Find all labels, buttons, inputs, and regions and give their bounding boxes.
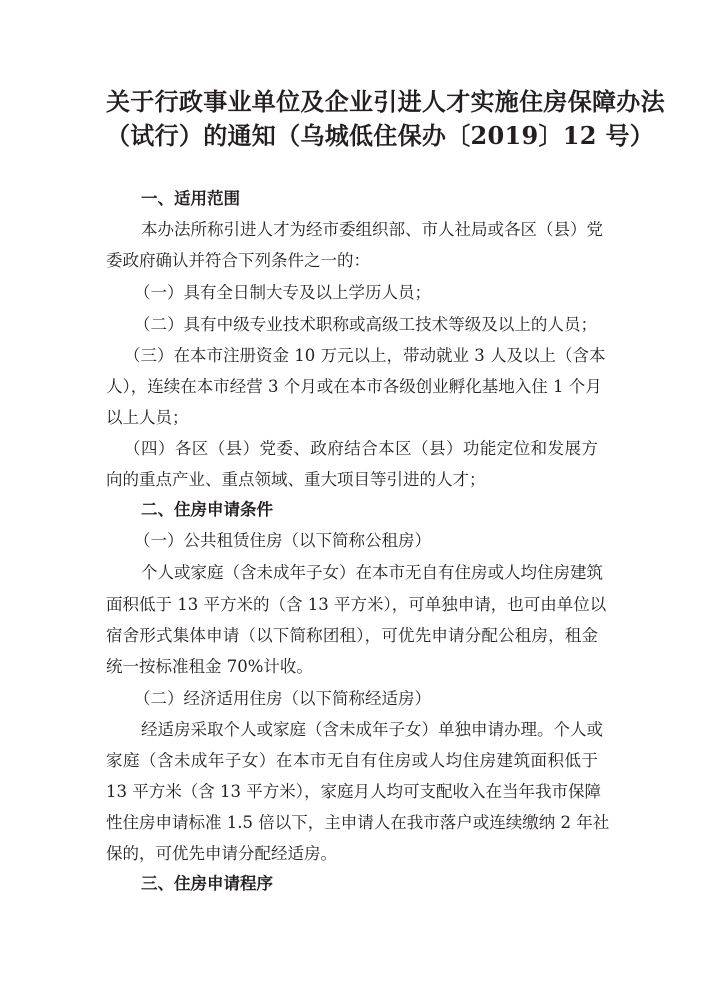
affordable-housing-para-line: 13 平方米（含 13 平方米），家庭月人均可支配收入在当年我市保障	[106, 782, 601, 801]
public-rental-para-line: 面积低于 13 平方米的（含 13 平方米），可单独申请，也可由单位以	[106, 595, 607, 614]
section-2-heading: 二、住房申请条件	[141, 500, 273, 519]
public-rental-para-line: 个人或家庭（含未成年子女）在本市无自有住房或人均住房建筑	[141, 563, 603, 582]
section-1-para-line: 本办法所称引进人才为经市委组织部、市人社局或各区（县）党	[141, 220, 603, 239]
affordable-housing-para-line: 经适房采取个人或家庭（含未成年子女）单独申请办理。个人或	[141, 720, 603, 739]
subsection-public-rental-heading: （一）公共租赁住房（以下简称公租房）	[134, 531, 431, 550]
condition-item-3-line: 人），连续在本市经营 3 个月或在本市各级创业孵化基地入住 1 个月	[106, 377, 602, 396]
condition-item-3-line: （三）在本市注册资金 10 万元以上，带动就业 3 人及以上（含本	[124, 346, 606, 365]
condition-item-4-line: 向的重点产业、重点领域、重大项目等引进的人才；	[106, 470, 486, 489]
affordable-housing-para-line: 家庭（含未成年子女）在本市无自有住房或人均住房建筑面积低于	[106, 751, 598, 770]
condition-item-1: （一）具有全日制大专及以上学历人员；	[134, 283, 431, 302]
document-title-line-1: 关于行政事业单位及企业引进人才实施住房保障办法	[106, 87, 665, 116]
document-title-line-2: （试行）的通知（乌城低住保办〔2019〕12 号）	[106, 121, 655, 150]
section-3-heading: 三、住房申请程序	[141, 874, 273, 893]
subsection-affordable-housing-heading: （二）经济适用住房（以下简称经适房）	[134, 689, 431, 708]
condition-item-2: （二）具有中级专业技术职称或高级工技术等级及以上的人员；	[134, 315, 597, 334]
condition-item-3-line: 以上人员；	[106, 408, 189, 427]
public-rental-para-line: 宿舍形式集体申请（以下简称团租），可优先申请分配公租房，租金	[106, 626, 598, 645]
section-1-heading: 一、适用范围	[141, 189, 240, 208]
affordable-housing-para-line: 保的，可优先申请分配经适房。	[106, 844, 337, 863]
public-rental-para-line: 统一按标准租金 70%计收。	[106, 657, 313, 676]
condition-item-4-line: （四）各区（县）党委、政府结合本区（县）功能定位和发展方	[124, 439, 598, 458]
section-1-para-line: 委政府确认并符合下列条件之一的：	[106, 251, 370, 270]
affordable-housing-para-line: 性住房申请标准 1.5 倍以下，主申请人在我市落户或连续缴纳 2 年社	[106, 813, 610, 832]
